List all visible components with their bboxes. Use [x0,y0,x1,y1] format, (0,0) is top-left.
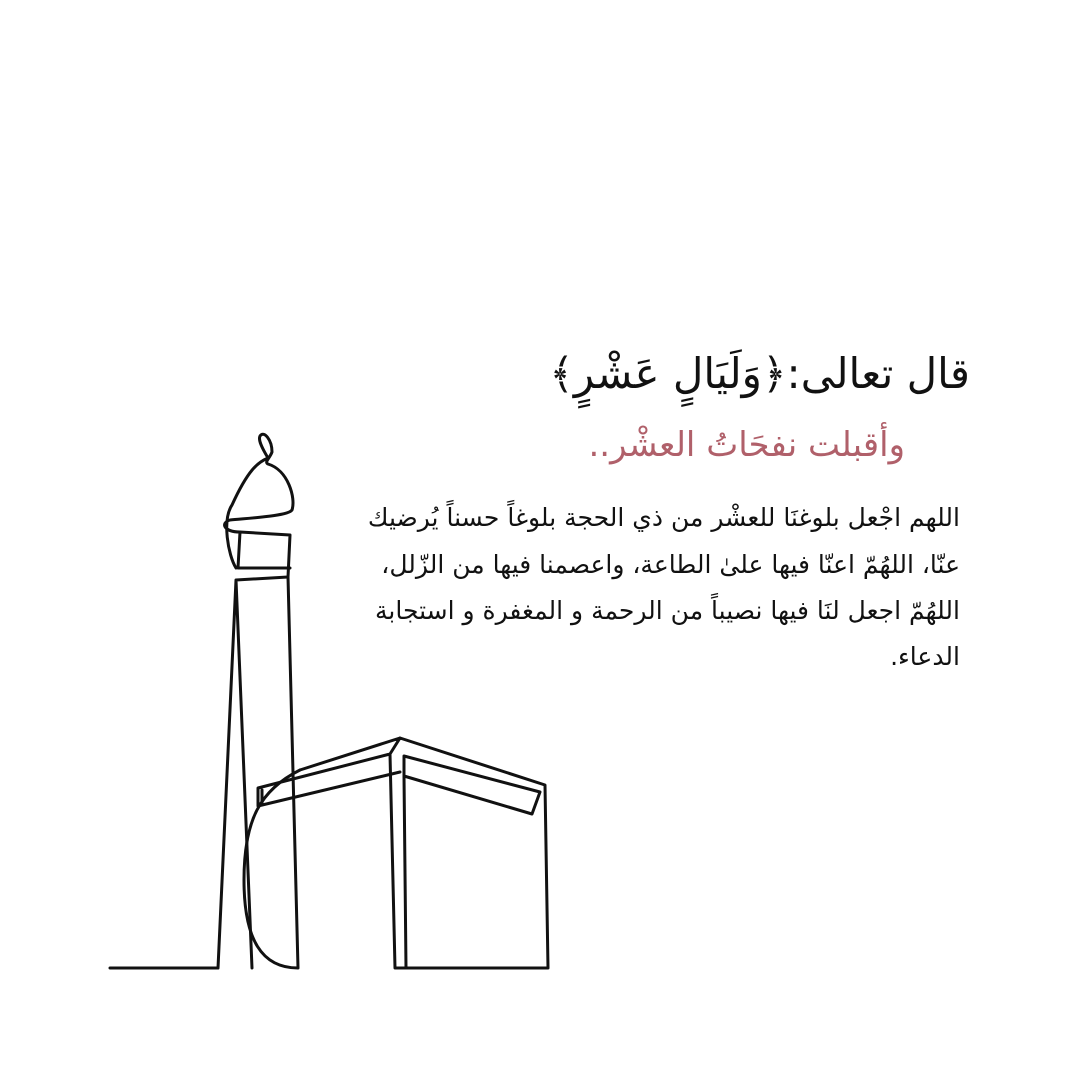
subtitle: وأقبلت نفحَاتُ العشْر.. [588,424,905,465]
kaaba-line-icon [258,738,548,968]
minaret-line-icon [110,434,293,968]
text-block [330,345,970,680]
quran-verse: قال تعالى:﴿وَلَيَالٍ عَشْرٍ﴾ [549,349,970,398]
dua-paragraph: اللهم اجْعل بلوغنَا للعشْر من ذي الحجة بلوغاً حسناً يُرضيك عنّا، اللهُمّ اعنّا فيها علىٰ الطاعة، واعصمنا فيها من الزّلل، اللهُمّ اجعل لنَا فيها نصيباً من الرحمة و المغفرة و استجابة الدعاء. [367,503,960,672]
